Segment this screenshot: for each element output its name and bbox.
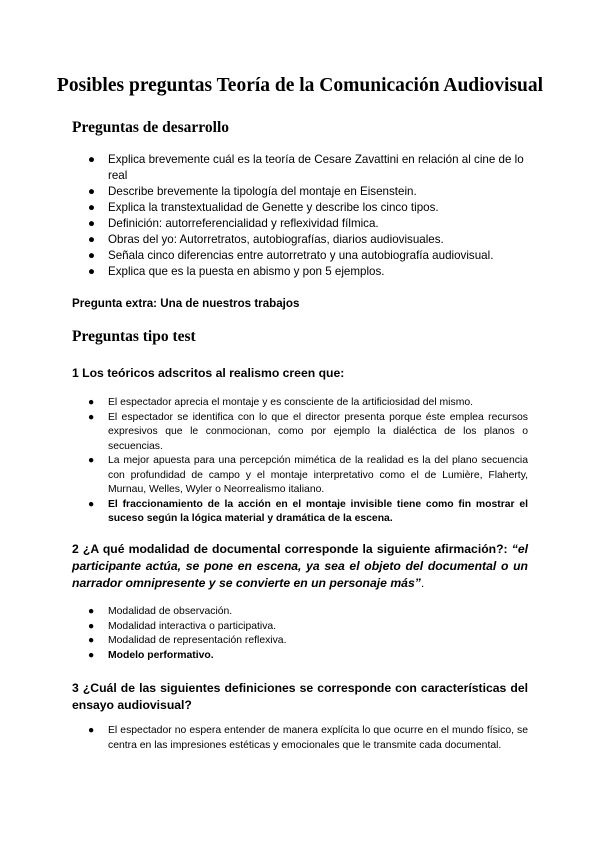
development-questions-list [72, 152, 528, 280]
list-item: ● Explica la transtextualidad de Genette y describe los cinco tipos. [88, 201, 439, 214]
bullet-icon: ● [88, 153, 96, 166]
list-item: ● El espectador no espera entender de manera explícita lo que ocurre en el mundo físico, se centra en las impresiones estéticas y emocionales que le transmite cada documental. [88, 725, 528, 751]
bullet-icon: ● [88, 249, 96, 262]
list-item: ● Definición: autorreferencialidad y reflexividad fílmica. [88, 217, 379, 230]
question-2-quote: “el participante actúa, se pone en escena, ya sea el objeto del documental o un narrador omnipresente y se convierte en un personaje más” [72, 542, 528, 590]
section-heading-development: Preguntas de desarrollo [72, 119, 230, 136]
bullet-icon: ● [88, 201, 96, 214]
list-item: ● El espectador aprecia el montaje y es consciente de la artificiosidad del mismo. [72, 396, 528, 411]
bullet-icon: ● [88, 620, 95, 632]
list-item: ● La mejor apuesta para una percepción mimética de la realidad es la del plano secuencia con profundidad de campo y el montaje interpretativo como el de Lumière, Flaherty, Murnau, Welles, Wyler o Neorrealismo italiano. [88, 455, 528, 495]
extra-question: Pregunta extra: Una de nuestros trabajos [72, 297, 300, 310]
bullet-icon: ● [88, 498, 95, 510]
list-item: ● Modelo performativo. [72, 649, 528, 664]
bullet-icon: ● [88, 635, 95, 646]
bullet-icon: ● [88, 397, 95, 408]
bullet-icon: ● [88, 185, 96, 198]
question-2-options [72, 605, 528, 663]
question-2: 2 ¿A qué modalidad de documental corresponde la siguiente afirmación?: “el participante actúa, se pone en escena, ya sea el objeto del documental o un narrador omnipresente y se convierte en un personaje más”. [72, 542, 528, 590]
list-item: ● Modalidad interactiva o participativa. [72, 620, 528, 635]
list-item: ● Explica que es la puesta en abismo y pon 5 ejemplos. [88, 265, 385, 278]
bullet-icon: ● [88, 217, 96, 230]
bullet-icon: ● [88, 725, 95, 736]
question-3: 3 ¿Cuál de las siguientes definiciones se corresponde con características del ensayo audiovisual? [72, 681, 528, 712]
list-item: ● Señala cinco diferencias entre autorretrato y una autobiografía audiovisual. [88, 249, 494, 262]
bullet-icon: ● [88, 233, 96, 246]
bullet-icon: ● [88, 411, 95, 423]
bullet-icon: ● [88, 649, 95, 661]
section-heading-test: Preguntas tipo test [72, 328, 196, 345]
bullet-icon: ● [88, 265, 96, 278]
question-3-options [72, 724, 528, 753]
bullet-icon: ● [88, 606, 95, 617]
list-item: ● Describe brevemente la tipología del montaje en Eisenstein. [88, 185, 417, 198]
list-item: ● Modalidad de representación reflexiva. [72, 634, 528, 649]
list-item: ● Modalidad de observación. [72, 605, 528, 620]
document-title: Posibles preguntas Teoría de la Comunicación Audiovisual [56, 75, 544, 96]
list-item: ● Obras del yo: Autorretratos, autobiografías, diarios audiovisuales. [88, 233, 444, 246]
list-item: ● Explica brevemente cuál es la teoría de Cesare Zavattini en relación al cine de lo real [88, 153, 524, 182]
question-1: 1 Los teóricos adscritos al realismo creen que: [72, 366, 345, 380]
question-1-options [72, 396, 528, 527]
list-item: ● El espectador se identifica con lo que el director presenta porque éste emplea recursos expresivos que le conmocionan, como por ejemplo la dialéctica de los planos o secuencias. [88, 411, 528, 452]
bullet-icon: ● [88, 455, 95, 466]
list-item: ● El fraccionamiento de la acción en el montaje invisible tiene como fin mostrar el suceso según la lógica material y dramática de la escena. [88, 498, 528, 524]
